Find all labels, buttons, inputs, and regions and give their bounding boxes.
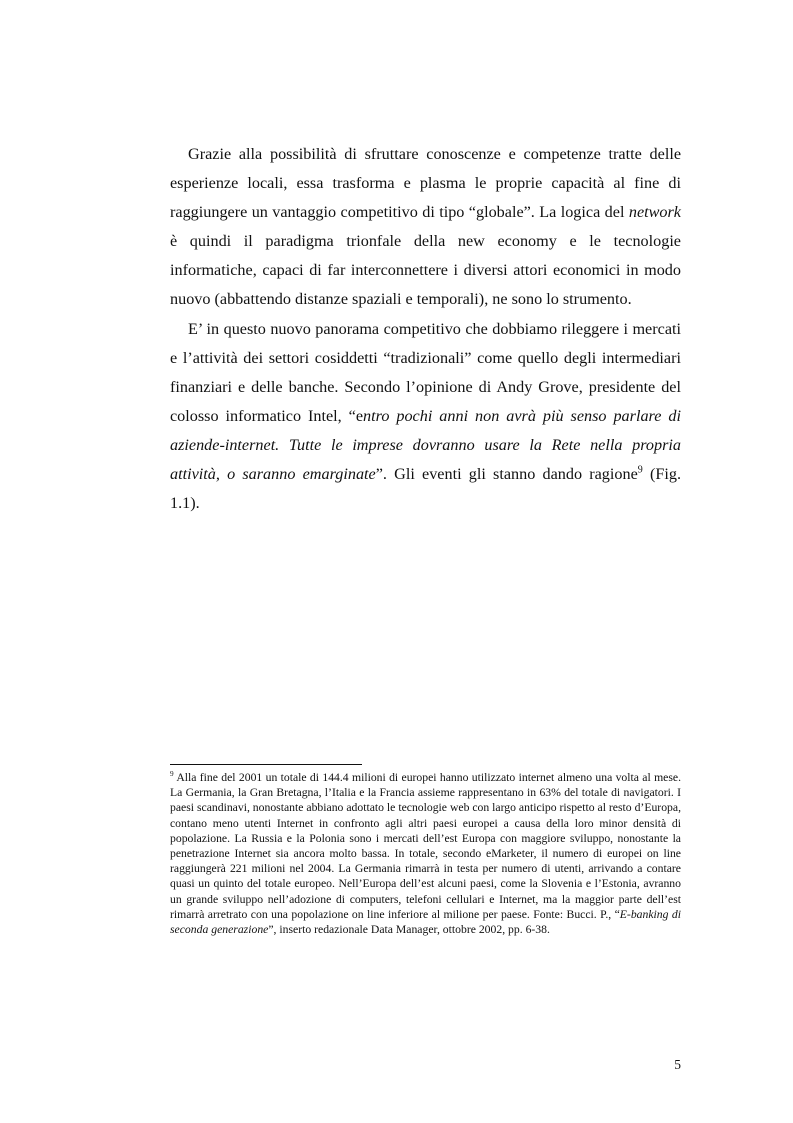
paragraph-1-text-2: è quindi il paradigma trionfale della new economy e le tecnologie informatiche, capaci di far interconnettere i diversi attori economici in modo nuovo (abbattendo distanze spaziali e temporali), ne sono lo strumento. bbox=[170, 232, 681, 309]
footnote-text-1: Alla fine del 2001 un totale di 144.4 milioni di europei hanno utilizzato internet almeno una volta al mese. La Germania, la Gran Bretagna, l’Italia e la Francia assieme rappresentano in 63% del totale di navigatori. I paesi scandinavi, nonostante abbiano adottato le tecnologie web con largo anticipo rispetto al resto d’Europa, contano meno utenti Internet in confronto agli altri paesi europei a causa della loro minor densità di popolazione. La Russia e la Polonia sono i mercati dell’est Europa con maggiore sviluppo, nonostante la penetrazione Internet sia ancora molto bassa. In totale, secondo eMarketer, il numero di europei on line raggiungerà 221 milioni nel 2004. La Germania rimarrà in testa per numero di utenti, arrivando a contare quasi un quinto del totale europeo. Nell’Europa dell’est alcuni paesi, come la Slovenia e l’Estonia, avranno un grande sviluppo nell’adozione di computers, telefoni cellulari e Internet, ma la maggior parte dell’est rimarrà arretrato con una popolazione on line inferiore al milione per paese. Fonte: Bucci. P., “ bbox=[170, 771, 681, 921]
page-number: 5 bbox=[674, 1057, 681, 1072]
footnote-text-2: ”, inserto redazionale Data Manager, ottobre 2002, pp. 6-38. bbox=[268, 923, 550, 937]
paragraph-2-text-3: (Fig. 1.1). bbox=[170, 465, 681, 513]
paragraph-1 bbox=[170, 140, 681, 315]
paragraph-2-quote-italic: ntro pochi anni non avrà più senso parlare di aziende-internet. Tutte le imprese dovranno usare la Rete nella propria attività, o saranno emarginate bbox=[170, 406, 681, 484]
main-text bbox=[170, 140, 681, 518]
paragraph-2 bbox=[170, 315, 681, 519]
paragraph-1-text-1: Grazie alla possibilità di sfruttare conoscenze e competenze tratte delle esperienze locali, essa trasforma e plasma le proprie capacità al fine di raggiungere un vantaggio competitivo di tipo “globale”. La logica del bbox=[170, 145, 681, 222]
footnote-marker: 9 bbox=[170, 770, 174, 779]
footnote bbox=[170, 770, 681, 937]
paragraph-2-text-1: E’ in questo nuovo panorama competitivo che dobbiamo rileggere i mercati e l’attività dei settori cosiddetti “tradizionali” come quello degli intermediari finanziari e delle banche. Secondo l’opinione di Andy Grove, presidente del colosso informatico Intel, “e bbox=[170, 319, 681, 425]
footnote-italic-title: E-banking di seconda generazione bbox=[170, 907, 681, 937]
paragraph-2-text-2: ”. Gli eventi gli stanno dando ragione bbox=[375, 465, 638, 484]
paragraph-1-italic-network: network bbox=[628, 203, 681, 222]
footnote-paragraph bbox=[170, 770, 681, 937]
footnote-reference: 9 bbox=[637, 464, 643, 476]
footnote-separator bbox=[170, 764, 362, 765]
